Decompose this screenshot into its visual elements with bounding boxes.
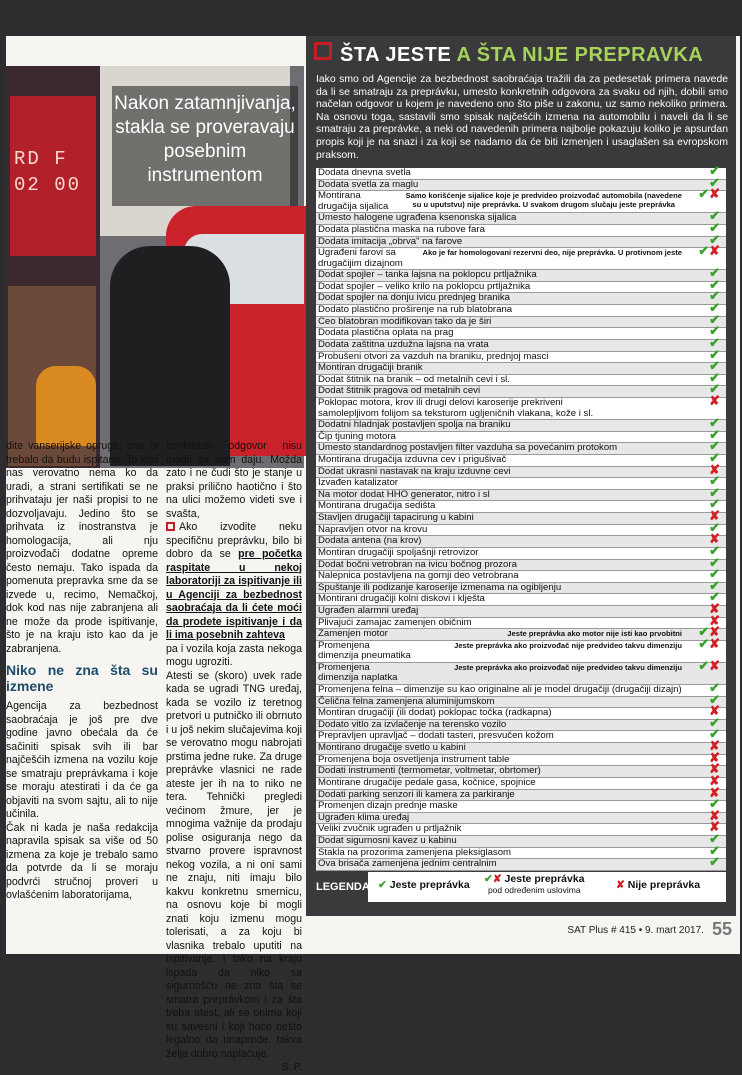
row-label: Dodata imitacija „obrva" na farove bbox=[318, 235, 463, 247]
page-footer: SAT Plus # 415 • 9. mart 2017. 55 bbox=[567, 919, 732, 939]
row-label: Dodati parking senzori ili kamera za parkiranje bbox=[318, 788, 515, 800]
table-row bbox=[316, 508, 726, 525]
table-row bbox=[316, 186, 726, 213]
table-row bbox=[316, 473, 726, 490]
row-label: Dodat štitnik pragova od metalnih cevi bbox=[318, 385, 481, 397]
check-icon: ✔ bbox=[709, 854, 720, 870]
row-label: Spuštanje ili podizanje karoserije izmenama na ogibljenju bbox=[318, 581, 562, 593]
red-square-icon bbox=[314, 42, 332, 60]
check-icon: ✔ bbox=[709, 589, 720, 605]
cross-icon: ✘ bbox=[709, 531, 720, 547]
table-row bbox=[316, 831, 726, 848]
row-label: Dodat spojler – veliko krilo na poklopcu prtljažnika bbox=[318, 280, 531, 292]
cross-icon: ✘ bbox=[709, 784, 720, 800]
row-note: Jeste preprávka ako proizvođač nije predvideo takvu dimenziju bbox=[454, 640, 682, 650]
cross-icon: ✘ bbox=[709, 761, 720, 777]
check-cross-icon: ✔✘ bbox=[698, 243, 720, 259]
row-label: Montirana drugačija sedišta bbox=[318, 500, 436, 512]
row-label: Montirana drugačija sijalica bbox=[318, 190, 389, 212]
check-icon: ✔ bbox=[709, 381, 720, 397]
table-row bbox=[316, 300, 726, 317]
cross-icon: ✘ bbox=[709, 461, 720, 477]
row-label: Dodat bočni vetrobran na ivicu bočnog prozora bbox=[318, 558, 517, 570]
table-row bbox=[316, 415, 726, 432]
row-label: Ceo blatobran modifikovan tako da je širi bbox=[318, 315, 492, 327]
panel-intro: Iako smo od Agencije za bezbednost saobraćaja tražili da za pedesetak primera navede da li se smatraju za preprávku, umesto konkretnih odgovora za svaku od njih, dobili smo načelan odgovor u kojem je navedeno ono što piše u zakonu, uz samo nekoliko primera. Na osnovu toga, sastavili smo spisak najčešćih izmena na automobilu i naveli da li se smatraju za preprávke, a neki od navedenih primera najbolje pokazuju koliko je apsurdan propis koji je na snazi i za koji se nadamo da će biti izmenjen i usaglašen sa evropskom praksom. bbox=[316, 74, 728, 161]
table-row bbox=[316, 219, 726, 237]
table-row bbox=[316, 601, 726, 618]
check-icon: ✔ bbox=[709, 691, 720, 707]
row-label: Promenjena dimenzija naplatka bbox=[318, 661, 398, 684]
row-label: Ugrađeni farovi sa drugačijim dizajnom bbox=[318, 247, 403, 269]
check-icon: ✔ bbox=[709, 438, 720, 454]
row-label: Veliki zvučnik ugrađen u prtljažnik bbox=[318, 823, 462, 835]
table-row bbox=[316, 334, 726, 352]
check-icon: ✔ bbox=[709, 265, 720, 281]
check-icon: ✔ bbox=[709, 679, 720, 695]
row-label: Dodat sigurnosni kavez u kabinu bbox=[318, 835, 457, 846]
legend: LEGENDA ✔ Jeste preprávka ✔✘ Jeste preprávka pod određenim uslovima ✘ Nije preprávka bbox=[316, 872, 726, 902]
author-signature: S. P. bbox=[281, 1062, 302, 1073]
row-label: Dodata svetla za maglu bbox=[318, 178, 419, 190]
cross-icon: ✘ bbox=[709, 393, 720, 408]
row-note: Jeste preprávka ako proizvođač nije predvideo takvu dimenziju bbox=[454, 662, 682, 672]
table-row bbox=[316, 738, 726, 755]
check-icon: ✔ bbox=[709, 714, 720, 730]
magazine-page bbox=[6, 36, 740, 1073]
cross-icon: ✘ bbox=[709, 612, 720, 628]
check-icon: ✔ bbox=[709, 334, 720, 350]
highlight-box: Ako izvodite neku specifičnu preprávku, bilo bi dobro da se pre početka raspitate u nekoj laboratoriji za ispitivanje ili u Agenciji za bezbednost saobraćaja da li ćete moći da prodete ispitivanje i da li ima posebnih zahteva bbox=[166, 521, 302, 641]
table-row bbox=[316, 624, 726, 641]
row-label: Montirane drugačije pedale gasa, kočnice, spojnice bbox=[318, 776, 536, 788]
row-label: Ova brisača zamenjena jednim centralnim bbox=[318, 858, 497, 870]
cross-icon: ✘ bbox=[709, 601, 720, 616]
row-label: Nalepnica postavljena na gornji deo vetrobrana bbox=[318, 570, 519, 582]
check-icon: ✔ bbox=[709, 163, 720, 178]
table-row bbox=[316, 566, 726, 583]
row-label: Promenjena felna – dimenzije su kao originalne ali je model drugačiji (drugačiji dizajn) bbox=[318, 683, 682, 695]
check-icon: ✔ bbox=[709, 566, 720, 582]
table-row bbox=[316, 265, 726, 282]
check-icon: ✔ bbox=[709, 449, 720, 465]
check-icon: ✔ bbox=[709, 219, 720, 235]
check-icon: ✔ bbox=[709, 415, 720, 430]
sidebar-panel bbox=[306, 36, 736, 916]
check-icon: ✔ bbox=[709, 358, 720, 374]
modification-table bbox=[316, 163, 726, 871]
row-label: Čelična felna zamenjena aluminijumskom bbox=[318, 695, 495, 707]
check-cross-icon: ✔✘ bbox=[698, 624, 720, 640]
row-label: Zamenjen motor bbox=[318, 628, 388, 640]
row-note: Ako je far homologovani rezervni deo, nije preprávka. U protivnom jeste bbox=[422, 248, 682, 258]
table-row bbox=[316, 358, 726, 375]
table-row bbox=[316, 393, 726, 420]
row-label: Na motor dodat HHO generator, nitro i sl bbox=[318, 488, 490, 500]
cross-icon: ✘ bbox=[709, 807, 720, 823]
check-icon: ✔ bbox=[709, 426, 720, 442]
check-icon: ✔ bbox=[709, 473, 720, 489]
row-label: Dodati instrumenti (termometar, voltmetar, obrtomer) bbox=[318, 765, 541, 777]
check-icon: ✔ bbox=[709, 300, 720, 315]
row-label: Dodat ukrasni nastavak na kraju izduvne cevi bbox=[318, 465, 511, 477]
row-label: Dodat spojler na donju ivicu prednjeg branika bbox=[318, 292, 510, 304]
table-row bbox=[316, 703, 726, 720]
check-icon: ✔ bbox=[709, 231, 720, 247]
row-label: Dodata plastična oplata na prag bbox=[318, 327, 454, 339]
row-note: Jeste preprávka ako motor nije isti kao prvobitni bbox=[507, 629, 682, 639]
table-row bbox=[316, 449, 726, 467]
row-label: Promenjen dizajn prednje maske bbox=[318, 800, 458, 812]
row-label: Montirana drugačija izduvna cev i prigušivač bbox=[318, 453, 507, 465]
check-icon: ✔ bbox=[709, 831, 720, 846]
row-label: Promenjena dimenzija pneumatika bbox=[318, 639, 411, 662]
check-cross-icon: ✔✘ bbox=[698, 657, 720, 673]
row-label: Dodata zaštitna uzdužna lajsna na vrata bbox=[318, 338, 489, 350]
check-icon: ✔ bbox=[709, 369, 720, 385]
check-icon: ✔ bbox=[709, 577, 720, 593]
row-label: Umesto standardnog postavljen filter vazduha sa povećanim protokom bbox=[318, 442, 618, 454]
check-icon: ✔ bbox=[709, 796, 720, 812]
row-note: Samo korišćenje sijalice koje je predvideo proizvođač automobila (navedene su u uputstvu) nije preprávka. U svakom drugom slučaju jeste preprávka bbox=[405, 191, 682, 210]
cross-icon: ✘ bbox=[709, 703, 720, 719]
table-row bbox=[316, 635, 726, 663]
table-row bbox=[316, 796, 726, 813]
row-label: Ugrađen alarmni uređaj bbox=[318, 605, 419, 616]
check-icon: ✔ bbox=[709, 554, 720, 570]
table-row bbox=[316, 657, 726, 685]
check-cross-icon: ✔✘ bbox=[698, 635, 720, 651]
check-icon: ✔ bbox=[709, 726, 720, 742]
check-icon: ✔ bbox=[709, 323, 720, 339]
row-label: Umesto halogene ugrađena ksenonska sijalica bbox=[318, 212, 517, 224]
table-row bbox=[316, 163, 726, 180]
row-label: Probušeni otvori za vazduh na braniku, prednjoj masci bbox=[318, 350, 549, 362]
check-cross-icon: ✔✘ bbox=[698, 186, 720, 202]
cross-icon: ✘ bbox=[709, 772, 720, 788]
cross-icon: ✘ bbox=[709, 738, 720, 753]
led-display: RD F 02 00 bbox=[14, 148, 82, 196]
check-icon: ✔ bbox=[709, 174, 720, 190]
check-icon: ✔ bbox=[709, 496, 720, 512]
check-icon: ✔ bbox=[709, 842, 720, 858]
cross-icon: ✘ bbox=[709, 819, 720, 835]
row-label: Montirano drugačije svetlo u kabini bbox=[318, 742, 466, 753]
row-label: Dodato plastično proširenje na rub blatobrana bbox=[318, 304, 513, 315]
row-label: Promenjena boja osvetljenja instrument table bbox=[318, 753, 510, 765]
row-label: Dodata antena (na krov) bbox=[318, 535, 422, 547]
row-label: Dodata plastična maska na rubove fara bbox=[318, 223, 485, 235]
row-label: Montirani drugačiji kolni diskovi i klješta bbox=[318, 593, 485, 605]
check-icon: ✔ bbox=[709, 276, 720, 292]
table-row bbox=[316, 854, 726, 871]
cross-icon: ✘ bbox=[709, 508, 720, 523]
row-label: Dodatni hladnjak postavljen spolja na braniku bbox=[318, 419, 511, 430]
subheading: Niko ne zna šta su izmene bbox=[6, 662, 158, 694]
row-label: Dodat spojler – tanka lajsna na poklopcu prtljažnika bbox=[318, 269, 537, 281]
row-label: Izvađen katalizator bbox=[318, 477, 398, 489]
table-row bbox=[316, 174, 726, 192]
red-square-icon bbox=[166, 522, 175, 531]
check-icon: ✔ bbox=[709, 311, 720, 327]
check-icon: ✔ bbox=[709, 519, 720, 535]
check-icon: ✔ bbox=[709, 542, 720, 558]
photo-caption: Nakon zatamnjivanja, stakla se proveravaju posebnim instrumentom bbox=[112, 86, 298, 206]
table-row bbox=[316, 679, 726, 697]
check-icon: ✔ bbox=[709, 346, 720, 362]
row-label: Dodat štitnik na branik – od metalnih cevi i sl. bbox=[318, 373, 510, 385]
row-label: Montiran drugačiji branik bbox=[318, 362, 423, 374]
panel-title: ŠTA JESTE A ŠTA NIJE PREPRAVKA bbox=[314, 42, 703, 67]
row-label: Stakla na prozorima zamenjena pleksiglasom bbox=[318, 846, 512, 858]
article-column-2: konkretan odgovor nisu mogli da nam daju. Možda zato i ne čudi što je stanje u praksi prilično haotično i što na ulici možemo videti sve i svašta, Ako izvodite neku specifičnu preprávku, bilo bi dobro da se pre početka raspitate u nekoj laboratoriji za ispitivanje ili u Agenciji za bezbednost saobraćaja da li ćete moći da prodete ispitivanje i da li ima posebnih zahteva pa i vozila koja zasta nekoga mogu ugroziti. Atesti se (skoro) uvek rade kada se ugradi TNG uređaj, kada se vozilo iz teretnog pretvori u putničko ili obrnuto i u još nekim slučajevima koji se verovatno mogu nabrojati prstima jedne ruke. Za druge preprávke vlasnici ne rade ateste jer ih na to niko ne tera. Tehnički pregledi većinom žmure, jer je mnogima važnije da prodaju polise osiguranja nego da stvarno provere ispravnost nekog vozila, a ni oni sami ne znaju, niti imaju bilo kakvu konkretnu smernicu, na osnovu koje bi mogli znati koju izmenu mogu tolerisati, a za koju bi vlasnika trebalo uputiti na ispitivanje. I tako na kraju ispada da niko sa sigurnošću ne zna šta se smatra preprávkom i za šta treba atest, ali se onima koji su savesni i koji hoće nešto legalno da unaprede, takva želja dobro naplaćuje. S. P. bbox=[166, 440, 303, 1073]
row-label: Plivajući zamajac zamenjen običnim bbox=[318, 616, 472, 628]
row-label: Čip tjuning motora bbox=[318, 430, 396, 442]
table-row bbox=[316, 542, 726, 560]
table-row bbox=[316, 243, 726, 270]
check-icon: ✔ bbox=[709, 208, 720, 224]
check-icon: ✔ bbox=[709, 288, 720, 304]
row-label: Poklopac motora, krov ili drugi delovi karoserije prekriveni samolepljivom folijom sa teksturom ugljeničnih vlakana, kože i sl. bbox=[318, 397, 594, 419]
row-label: Napravljen otvor na krovu bbox=[318, 523, 428, 535]
row-label: Prepravljen upravljač – dodati tasteri, presvučen kožom bbox=[318, 730, 554, 742]
row-label: Montiran drugačiji spoljašnji retrovizor bbox=[318, 546, 479, 558]
cross-icon: ✘ bbox=[709, 749, 720, 765]
row-label: Ugrađen klima uređaj bbox=[318, 811, 410, 823]
row-label: Montiran drugačiji (ili dodat) poklopac točka (radkapna) bbox=[318, 707, 552, 719]
row-label: Stavljen drugačiji tapacirung u kabini bbox=[318, 512, 474, 523]
row-label: Dodato vitlo za izvlačenje na terensko vozilo bbox=[318, 718, 507, 730]
row-label: Dodata dnevna svetla bbox=[318, 167, 411, 178]
article-column-1: dite vanserijske opruge, one bi trebalo da budu ispitane. To kod nas verovatno nema ko da uradi, a strani sertifikati se ne prihvataju jer naši propisi to ne dozvoljavaju. Jedino što se prihvata iz inostranstva je homologacija, ali nju proizvođači dodatne opreme često nemaju. Tako ispada da pomenuta prepravka sme da se izvede u, recimo, Nemačkoj, dok kod nas nije zabranjena ali ne može da prode ispitivanje, što je na kraju isto kao da je zabranjena. Niko ne zna šta su izmene Agencija za bezbednost saobraćaja je još pre dve godine javno obećala da će sačiniti spisak svih ili bar najčešćih izmena na vozilu koje se smatraju preprávkama i koje se moraju atestirati i da će ga objaviti na svom sajtu, ali to nije učinila. Čak ni kada je naša redakcija napravila spisak sa više od 50 izmena za koje je trebalo samo da potvrde da li se moraju podvrći stručnoj proveri u ovlašćenim laboratorijama, bbox=[6, 440, 158, 901]
article-photo bbox=[6, 66, 304, 468]
check-icon: ✔ bbox=[709, 484, 720, 500]
table-row bbox=[316, 772, 726, 790]
